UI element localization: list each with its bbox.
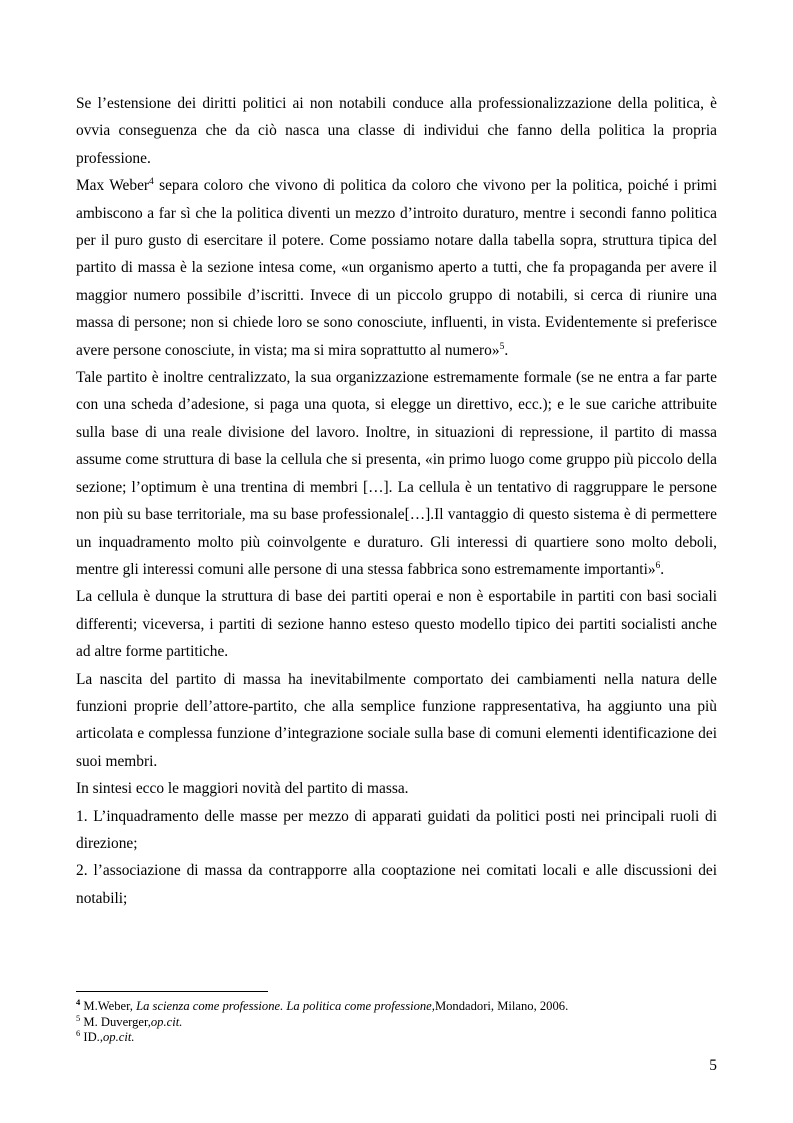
footnote-title: La scienza come professione. La politica come professione, xyxy=(136,999,435,1013)
footnote xyxy=(76,996,717,1015)
paragraph-text: Tale partito è inoltre centralizzato, la sua organizzazione estremamente formale (se ne entra a far parte con una scheda d’adesione, si paga una quota, si elegge un direttivo, ecc.); e le sue cariche attribuite sulla base di una reale divisione del lavoro. Inoltre, in situazioni di repressione, il partito di massa assume come struttura di base la cellula che si presenta, «in primo luogo come gruppo più piccolo della sezione; l’optimum è una trentina di membri […]. La cellula è un tentativo di raggruppare le persone non più su base territoriale, ma su base professionale[…].Il vantaggio di questo sistema è di permettere un inquadramento molto più coinvolgente e duraturo. Gli interessi di quartiere sono molto deboli, mentre gli interessi comuni alle persone di una stessa fabbrica sono estremamente importanti» xyxy=(76,369,717,578)
paragraph: La nascita del partito di massa ha inevitabilmente comportato dei cambiamenti nella natura delle funzioni proprie dell’attore-partito, che alla semplice funzione rappresentativa, ha aggiunto una più articolata e complessa funzione d’integrazione sociale sulla base di comuni elementi identificazione dei suoi membri. xyxy=(76,670,717,770)
footnotes xyxy=(76,996,717,1046)
footnote-title: op.cit. xyxy=(150,1014,183,1029)
footnote-number: 5 xyxy=(76,1012,81,1023)
paragraph: La cellula è dunque la struttura di base dei partiti operai e non è esportabile in partiti con basi sociali differenti; viceversa, i partiti di sezione hanno esteso questo modello tipico dei partiti socialisti anche ad altre forme partitiche. xyxy=(76,588,717,661)
footnote xyxy=(76,1030,717,1046)
footnote-title: op.cit. xyxy=(102,1030,135,1045)
footnote-marker: 6 xyxy=(655,560,661,571)
footnote xyxy=(76,1012,717,1031)
footnote-text: M. Duverger, xyxy=(80,1014,151,1029)
list-item: 2. l’associazione di massa da contrapporre alla cooptazione nei comitati locali e alle discussioni dei notabili; xyxy=(76,862,717,907)
footnote-marker: 4 xyxy=(149,177,154,188)
footnote-number: 4 xyxy=(76,996,81,1007)
paragraph-text: . xyxy=(504,341,509,359)
paragraph-text: Max Weber xyxy=(76,177,150,195)
footnote-text: M.Weber, xyxy=(80,999,137,1013)
paragraph: Se l’estensione dei diritti politici ai non notabili conduce alla professionalizzazione della politica, è ovvia conseguenza che da ciò nasca una classe di individui che fanno della politica la propria professione. xyxy=(76,95,717,167)
paragraph xyxy=(76,172,717,364)
list-item: 1. L’inquadramento delle masse per mezzo di apparati guidati da politici posti nei principali ruoli di direzione; xyxy=(76,807,717,852)
paragraph-text: . xyxy=(660,560,665,578)
footnote-text: ID., xyxy=(80,1030,103,1045)
footnote-text: Mondadori, Milano, 2006. xyxy=(434,999,569,1013)
body-text xyxy=(76,90,717,912)
paragraph-text: separa coloro che vivono di politica da coloro che vivono per la politica, poiché i primi ambiscono a far sì che la politica diventi un mezzo d’introito duraturo, mentre i secondi fanno politica per il puro gusto di esercitare il potere. Come possiamo notare dalla tabella sopra, struttura tipica del partito di massa è la sezione intesa come, «un organismo aperto a tutti, che fa propaganda per avere il maggior numero possibile d’iscritti. Invece di un piccolo gruppo di notabili, si cerca di riunire una massa di persone; non si chiede loro se sono conosciute, influenti, in vista. Evidentemente si preferisce avere persone conosciute, in vista; ma si mira soprattutto al numero» xyxy=(76,177,717,359)
page-number: 5 xyxy=(709,1057,717,1074)
paragraph: In sintesi ecco le maggiori novità del partito di massa. xyxy=(76,780,409,798)
footnote-number: 6 xyxy=(76,1028,81,1038)
paragraph xyxy=(76,364,717,583)
footnote-marker: 5 xyxy=(499,341,505,352)
footnote-separator xyxy=(76,991,268,992)
